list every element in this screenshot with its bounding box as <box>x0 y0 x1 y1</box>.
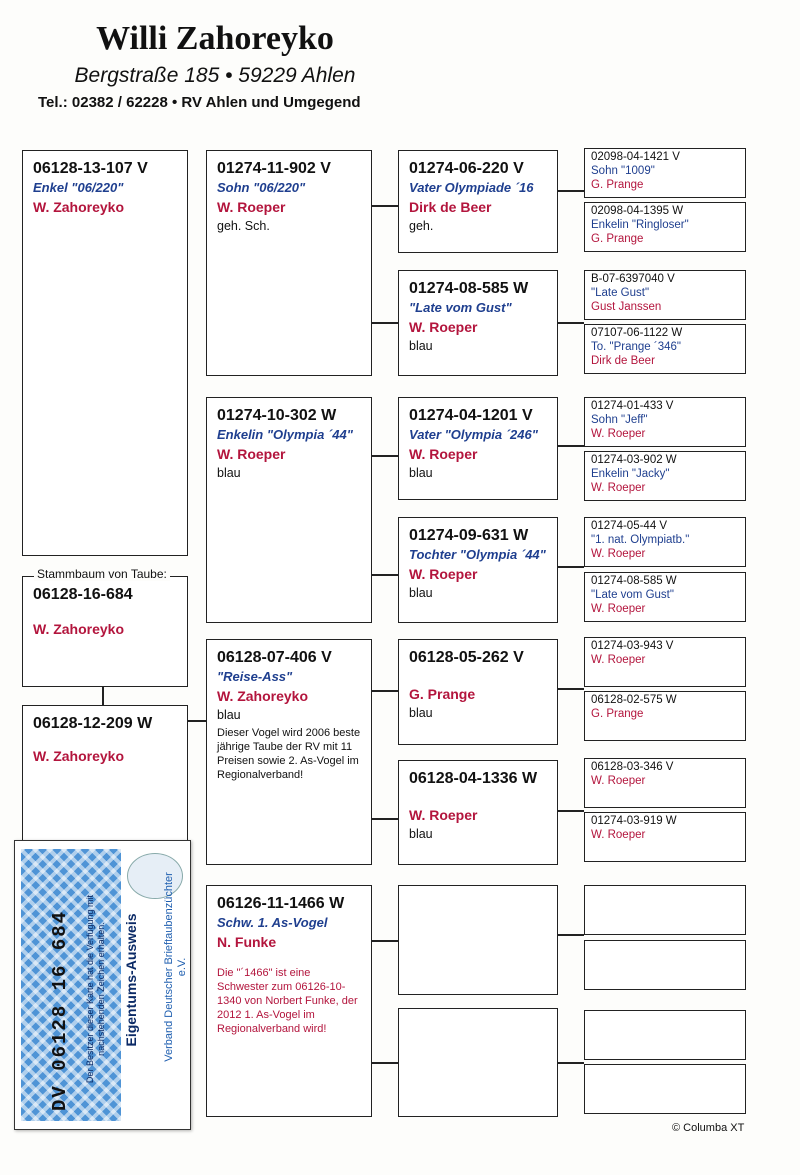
grandparent-owner: G. Prange <box>409 686 476 702</box>
great-grandparent-owner: G. Prange <box>591 708 644 720</box>
great-grandparent-box <box>584 691 746 741</box>
grandparent-name: Vater Olympiade ´16 <box>409 180 534 195</box>
parent-color: blau <box>217 708 241 722</box>
mother-box <box>206 397 372 623</box>
great-grandparent-owner: W. Roeper <box>591 829 646 841</box>
father-owner: W. Roeper <box>217 199 286 215</box>
grandparent-name: Tochter "Olympia ´44" <box>409 547 546 562</box>
great-grandparent-ring: 01274-08-585 W <box>591 575 677 587</box>
great-grandparent-owner: G. Prange <box>591 233 644 245</box>
connector <box>372 574 398 576</box>
parent-note: Dieser Vogel wird 2006 beste jährige Taube der RV mit 11 Preisen sowie 2. As-Vogel im Regionalverband! <box>217 727 361 781</box>
father-color: geh. Sch. <box>217 219 270 233</box>
grandparent-owner: W. Roeper <box>409 566 478 582</box>
connector <box>558 810 584 812</box>
grandparent-box-empty <box>398 1008 558 1117</box>
parent-ring: 06126-11-1466 W <box>217 895 345 912</box>
sibling-owner: W. Zahoreyko <box>33 621 125 637</box>
great-grandparent-ring: 01274-03-902 W <box>591 454 677 466</box>
great-grandparent-box <box>584 270 746 320</box>
grandparent-owner: W. Roeper <box>409 446 478 462</box>
great-grandparent-ring: 01274-01-433 V <box>591 400 674 412</box>
great-grandparent-ring: 02098-04-1395 W <box>591 205 684 217</box>
footer-credit: © Columba XT <box>672 1122 745 1134</box>
connector <box>558 445 584 447</box>
great-grandparent-name: Sohn "Jeff" <box>591 414 648 426</box>
great-grandparent-owner: W. Roeper <box>591 775 646 787</box>
great-grandparent-ring: 01274-03-943 V <box>591 640 674 652</box>
connector <box>372 455 398 457</box>
great-grandparent-name: Enkelin "Jacky" <box>591 468 670 480</box>
grandparent-owner: W. Roeper <box>409 319 478 335</box>
grandparent-ring: 06128-04-1336 W <box>409 770 538 787</box>
card-number: DV 06128 16 684 <box>49 909 71 1111</box>
great-grandparent-owner: Gust Janssen <box>591 301 662 313</box>
great-grandparent-box <box>584 451 746 501</box>
mother-ring: 01274-10-302 W <box>217 407 337 424</box>
father-name: Sohn "06/220" <box>217 180 306 195</box>
grandparent-owner: W. Roeper <box>409 807 478 823</box>
great-grandparent-box-empty <box>584 885 746 935</box>
great-grandparent-owner: G. Prange <box>591 179 644 191</box>
great-grandparent-owner: W. Roeper <box>591 548 646 560</box>
great-grandparent-owner: Dirk de Beer <box>591 355 655 367</box>
grandparent-box <box>398 270 558 376</box>
parent-box <box>206 885 372 1117</box>
card-text: Der Besitzer dieser Karte hat die Verfügung mit nachstehenden Zeichen erhalten. <box>85 894 106 1084</box>
ownership-card <box>14 840 191 1130</box>
connector <box>187 720 207 722</box>
great-grandparent-ring: B-07-6397040 V <box>591 273 675 285</box>
connector <box>558 1062 584 1064</box>
connector <box>558 934 584 936</box>
connector <box>372 205 398 207</box>
breeder-name: Willi Zahoreyko <box>96 20 334 57</box>
great-grandparent-box <box>584 148 746 198</box>
sibling-owner: W. Zahoreyko <box>33 748 125 764</box>
great-grandparent-box <box>584 758 746 808</box>
connector <box>558 322 584 324</box>
parent-owner: W. Zahoreyko <box>217 688 309 704</box>
connector <box>558 688 584 690</box>
connector <box>372 940 398 942</box>
great-grandparent-box <box>584 202 746 252</box>
parent-note: Die "´1466" ist eine Schwester zum 06126-10-1340 von Norbert Funke, der 2012 1. As-Vogel im Regionalverband wird! <box>217 967 358 1035</box>
great-grandparent-box <box>584 812 746 862</box>
great-grandparent-name: "Late Gust" <box>591 287 650 299</box>
father-ring: 01274-11-902 V <box>217 160 331 177</box>
parent-ring: 06128-07-406 V <box>217 649 332 666</box>
parent-name: Schw. 1. As-Vogel <box>217 915 328 930</box>
subject-name: Enkel "06/220" <box>33 180 124 195</box>
sibling-ring: 06128-12-209 W <box>33 715 153 732</box>
grandparent-box <box>398 517 558 623</box>
grandparent-name: Vater "Olympia ´246" <box>409 427 538 442</box>
breeder-address: Bergstraße 185 • 59229 Ahlen <box>74 64 356 87</box>
grandparent-color: blau <box>409 706 433 720</box>
card-org: Verband Deutscher Brieftaubenzüchter e.V. <box>163 872 188 1062</box>
great-grandparent-ring: 01274-03-919 W <box>591 815 677 827</box>
sibling-box <box>22 576 188 687</box>
grandparent-box <box>398 150 558 253</box>
connector <box>372 818 398 820</box>
great-grandparent-ring: 07107-06-1122 W <box>591 327 683 339</box>
grandparent-ring: 06128-05-262 V <box>409 649 524 666</box>
grandparent-ring: 01274-04-1201 V <box>409 407 533 424</box>
connector <box>558 190 584 192</box>
grandparent-ring: 01274-09-631 W <box>409 527 529 544</box>
great-grandparent-box <box>584 397 746 447</box>
great-grandparent-owner: W. Roeper <box>591 654 646 666</box>
great-grandparent-box <box>584 572 746 622</box>
great-grandparent-box <box>584 637 746 687</box>
card-title: Eigentums-Ausweis <box>123 913 139 1047</box>
great-grandparent-owner: W. Roeper <box>591 482 646 494</box>
grandparent-box <box>398 639 558 745</box>
parent-owner: N. Funke <box>217 934 277 950</box>
grandparent-color: blau <box>409 827 433 841</box>
great-grandparent-box-empty <box>584 940 746 990</box>
subject-ring: 06128-13-107 V <box>33 160 148 177</box>
great-grandparent-name: "1. nat. Olympiatb." <box>591 534 690 546</box>
subject-owner: W. Zahoreyko <box>33 199 125 215</box>
grandparent-color: blau <box>409 466 433 480</box>
father-box <box>206 150 372 376</box>
great-grandparent-owner: W. Roeper <box>591 428 646 440</box>
stammbaum-label: Stammbaum von Taube: <box>34 567 170 581</box>
grandparent-box <box>398 760 558 865</box>
mother-color: blau <box>217 466 241 480</box>
grandparent-box <box>398 397 558 500</box>
breeder-phone: Tel.: 02382 / 62228 • RV Ahlen und Umgegend <box>38 94 361 111</box>
connector <box>558 566 584 568</box>
great-grandparent-name: Sohn "1009" <box>591 165 655 177</box>
great-grandparent-name: Enkelin "Ringloser" <box>591 219 689 231</box>
great-grandparent-ring: 01274-05-44 V <box>591 520 668 532</box>
grandparent-ring: 01274-08-585 W <box>409 280 529 297</box>
great-grandparent-box-empty <box>584 1064 746 1114</box>
parent-name: "Reise-Ass" <box>217 669 293 684</box>
grandparent-ring: 01274-06-220 V <box>409 160 524 177</box>
grandparent-name: "Late vom Gust" <box>409 300 512 315</box>
great-grandparent-name: "Late vom Gust" <box>591 589 674 601</box>
great-grandparent-box <box>584 324 746 374</box>
great-grandparent-box-empty <box>584 1010 746 1060</box>
connector <box>102 687 104 705</box>
great-grandparent-box <box>584 517 746 567</box>
great-grandparent-ring: 06128-02-575 W <box>591 694 677 706</box>
grandparent-owner: Dirk de Beer <box>409 199 492 215</box>
great-grandparent-ring: 02098-04-1421 V <box>591 151 680 163</box>
great-grandparent-name: To. "Prange ´346" <box>591 341 681 353</box>
grandparent-color: blau <box>409 586 433 600</box>
grandparent-color: geh. <box>409 219 434 233</box>
connector <box>372 322 398 324</box>
great-grandparent-ring: 06128-03-346 V <box>591 761 674 773</box>
great-grandparent-owner: W. Roeper <box>591 603 646 615</box>
connector <box>372 690 398 692</box>
subject-box <box>22 150 188 556</box>
card-text-rotated <box>15 841 190 1129</box>
grandparent-color: blau <box>409 339 433 353</box>
mother-owner: W. Roeper <box>217 446 286 462</box>
parent-box <box>206 639 372 865</box>
sibling-ring: 06128-16-684 <box>33 586 133 603</box>
mother-name: Enkelin "Olympia ´44" <box>217 427 353 442</box>
grandparent-box-empty <box>398 885 558 995</box>
connector <box>372 1062 398 1064</box>
